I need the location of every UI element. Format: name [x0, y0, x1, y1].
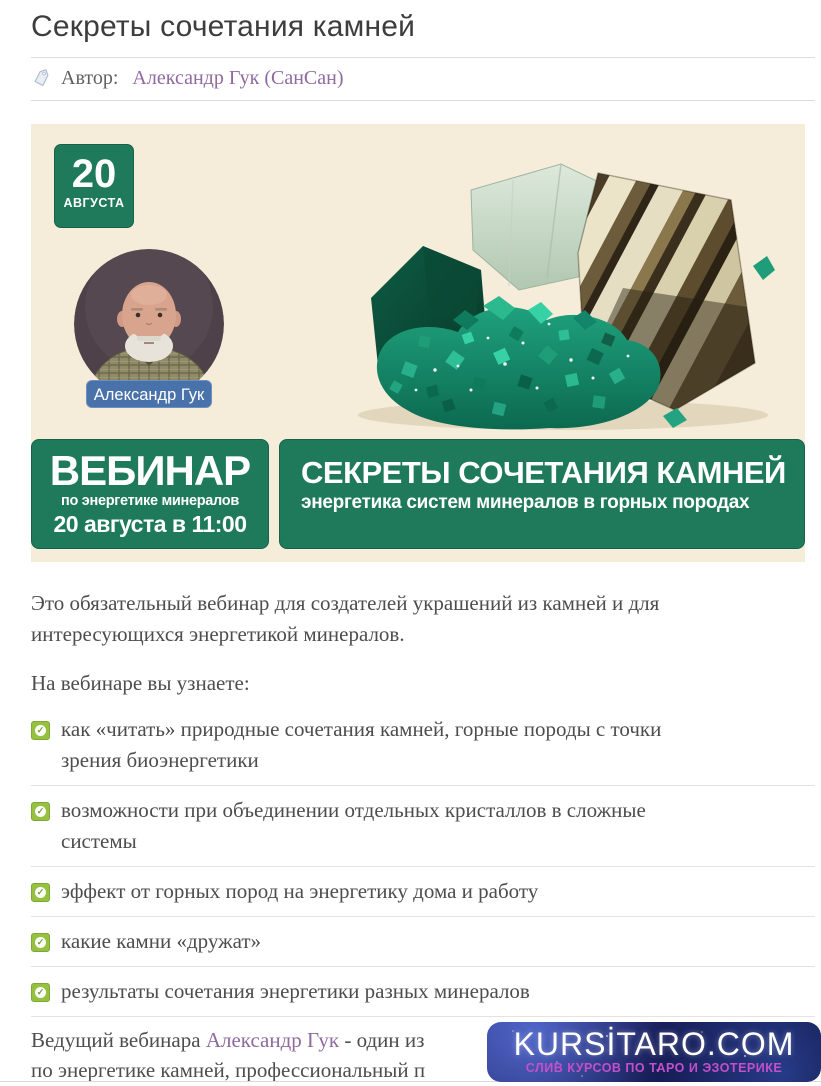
list-item [31, 917, 815, 967]
footer-line-2: по энергетике камней, профессиональный п [31, 1058, 426, 1082]
webinar-block-title: ВЕБИНАР [49, 447, 251, 494]
list-item [31, 705, 815, 786]
date-day: 20 [71, 152, 117, 196]
page-title: Секреты сочетания камней [31, 10, 416, 43]
topic-block-title: СЕКРЕТЫ СОЧЕТАНИЯ КАМНЕЙ [301, 455, 786, 490]
benefits-list [31, 705, 815, 1017]
webinar-block-datetime: 20 августа в 11:00 [53, 511, 247, 537]
author-label: Автор: [61, 67, 124, 89]
webinar-block-subtitle: по энергетике минералов [61, 493, 239, 509]
list-item-text: какие камни «дружат» [61, 929, 262, 953]
watermark-tagline: СЛИВ КУРСОВ ПО ТАРО И ЭЗОТЕРИКЕ [525, 1061, 783, 1075]
presenter-name-label: Александр Гук [86, 380, 212, 408]
mineral-photo [323, 138, 793, 443]
list-item-text: как «читать» природные сочетания камней, горные породы с точки зрения биоэнергетики [61, 717, 662, 772]
checkbox-checked-icon: ✓ [31, 933, 50, 952]
tag-icon [31, 68, 52, 89]
presenter-photo [74, 249, 224, 399]
author-row [31, 58, 815, 100]
webinar-banner-image [31, 124, 805, 562]
footer-line-1: Ведущий вебинара Александр Гук - один из [31, 1028, 425, 1052]
date-badge [54, 144, 134, 228]
checkbox-checked-icon: ✓ [31, 983, 50, 1002]
webinar-block [31, 439, 269, 549]
divider [31, 100, 815, 101]
checkbox-checked-icon: ✓ [31, 883, 50, 902]
list-item [31, 867, 815, 917]
presenter-link[interactable]: Александр Гук [205, 1028, 340, 1052]
list-item-text: эффект от горных пород на энергетику дома и работу [61, 879, 539, 903]
kursitaro-watermark [487, 1022, 821, 1082]
article-content [0, 9, 821, 1085]
date-month: АВГУСТА [63, 196, 125, 210]
author-link[interactable]: Александр Гук (СанСан) [132, 67, 344, 89]
checkbox-checked-icon: ✓ [31, 721, 50, 740]
watermark-site-name: KURSİTARO.COM [513, 1026, 795, 1062]
list-item-text: результаты сочетания энергетики разных минералов [61, 979, 530, 1003]
topic-block [279, 439, 805, 549]
checkbox-checked-icon: ✓ [31, 802, 50, 821]
list-item [31, 967, 815, 1017]
list-item [31, 786, 815, 867]
list-heading: На вебинаре вы узнаете: [31, 671, 250, 695]
topic-block-subtitle: энергетика систем минералов в горных породах [301, 492, 750, 513]
list-item-text: возможности при объединении отдельных кристаллов в сложные системы [61, 798, 646, 853]
intro-paragraph: Это обязательный вебинар для создателей украшений из камней и для интересующихся энергетикой минералов. [31, 591, 660, 646]
